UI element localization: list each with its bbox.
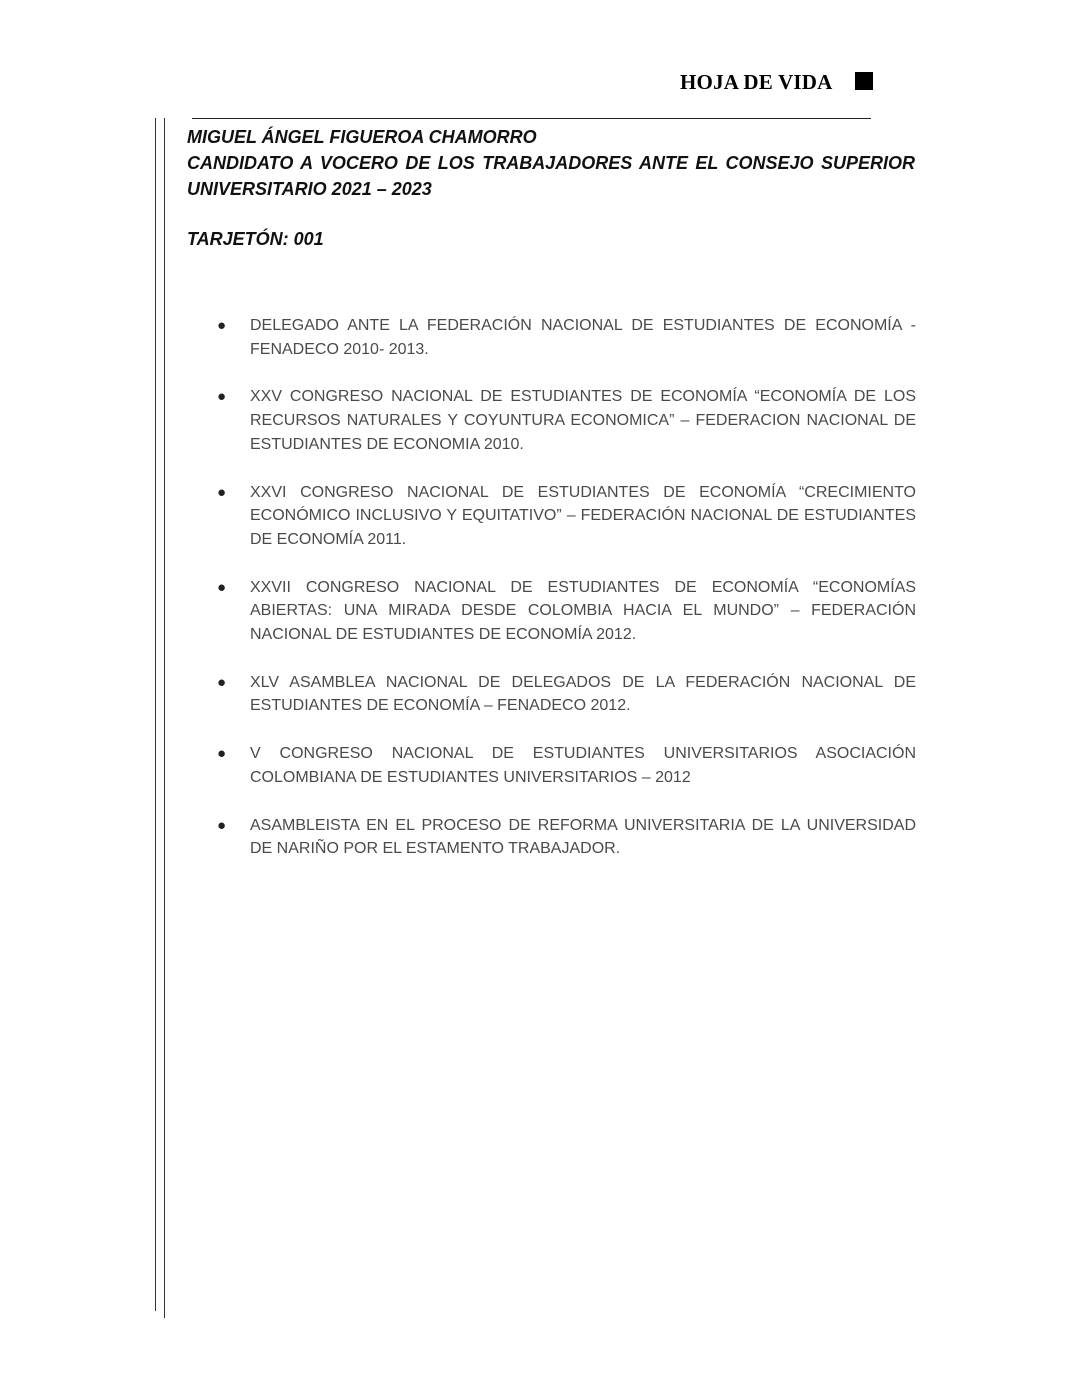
candidate-role-line2: UNIVERSITARIO 2021 – 2023 bbox=[187, 179, 432, 199]
list-item bbox=[214, 385, 916, 456]
list-item bbox=[214, 481, 916, 552]
list-item bbox=[214, 814, 916, 861]
header-square-mark bbox=[855, 72, 873, 90]
header-divider bbox=[192, 118, 871, 119]
list-item-text: DELEGADO ANTE LA FEDERACIÓN NACIONAL DE ESTUDIANTES DE ECONOMÍA - FENADECO 2010- 2013. bbox=[250, 317, 916, 358]
document-title: HOJA DE VIDA bbox=[680, 70, 833, 94]
experience-list bbox=[214, 314, 916, 861]
list-item-text: XXVII CONGRESO NACIONAL DE ESTUDIANTES DE ECONOMÍA “ECONOMÍAS ABIERTAS: UNA MIRADA DESDE COLOMBIA HACIA EL MUNDO” – FEDERACIÓN NACIONAL DE ESTUDIANTES DE ECONOMÍA 2012. bbox=[250, 578, 916, 644]
list-item-text: ASAMBLEISTA EN EL PROCESO DE REFORMA UNIVERSITARIA DE LA UNIVERSIDAD DE NARIÑO POR EL ESTAMENTO TRABAJADOR. bbox=[250, 816, 916, 858]
bullet-icon: ● bbox=[217, 388, 227, 406]
list-item-text: XXVI CONGRESO NACIONAL DE ESTUDIANTES DE ECONOMÍA “CRECIMIENTO ECONÓMICO INCLUSIVO Y EQUITATIVO” – FEDERACIÓN NACIONAL DE ESTUDIANTES DE ECONOMÍA 2011. bbox=[250, 483, 916, 548]
list-item bbox=[214, 742, 916, 789]
list-item bbox=[214, 576, 916, 647]
list-item-text: XLV ASAMBLEA NACIONAL DE DELEGADOS DE LA FEDERACIÓN NACIONAL DE ESTUDIANTES DE ECONOMÍA – FENADECO 2012. bbox=[250, 673, 916, 715]
bullet-icon: ● bbox=[217, 578, 227, 596]
list-item bbox=[214, 671, 916, 718]
bullet-icon: ● bbox=[217, 483, 227, 501]
list-item bbox=[214, 314, 916, 361]
list-item-text: V CONGRESO NACIONAL DE ESTUDIANTES UNIVERSITARIOS ASOCIACIÓN COLOMBIANA DE ESTUDIANTES UNIVERSITARIOS – 2012 bbox=[250, 745, 916, 786]
bullet-icon: ● bbox=[217, 317, 227, 334]
list-item-text: XXV CONGRESO NACIONAL DE ESTUDIANTES DE ECONOMÍA “ECONOMÍA DE LOS RECURSOS NATURALES Y COYUNTURA ECONOMICA” – FEDERACION NACIONAL DE ESTUDIANTES DE ECONOMIA 2010. bbox=[250, 388, 916, 453]
candidate-block bbox=[187, 124, 915, 202]
ballot-number: TARJETÓN: 001 bbox=[187, 229, 324, 249]
bullet-icon: ● bbox=[217, 673, 227, 691]
candidate-role-line1: CANDIDATO A VOCERO DE LOS TRABAJADORES ANTE EL CONSEJO SUPERIOR bbox=[187, 153, 915, 173]
bullet-icon: ● bbox=[217, 816, 227, 834]
bullet-icon: ● bbox=[217, 745, 227, 763]
left-margin-line-inner bbox=[164, 118, 165, 1318]
left-margin-line bbox=[155, 118, 156, 1311]
candidate-name: MIGUEL ÁNGEL FIGUEROA CHAMORRO bbox=[187, 127, 537, 147]
